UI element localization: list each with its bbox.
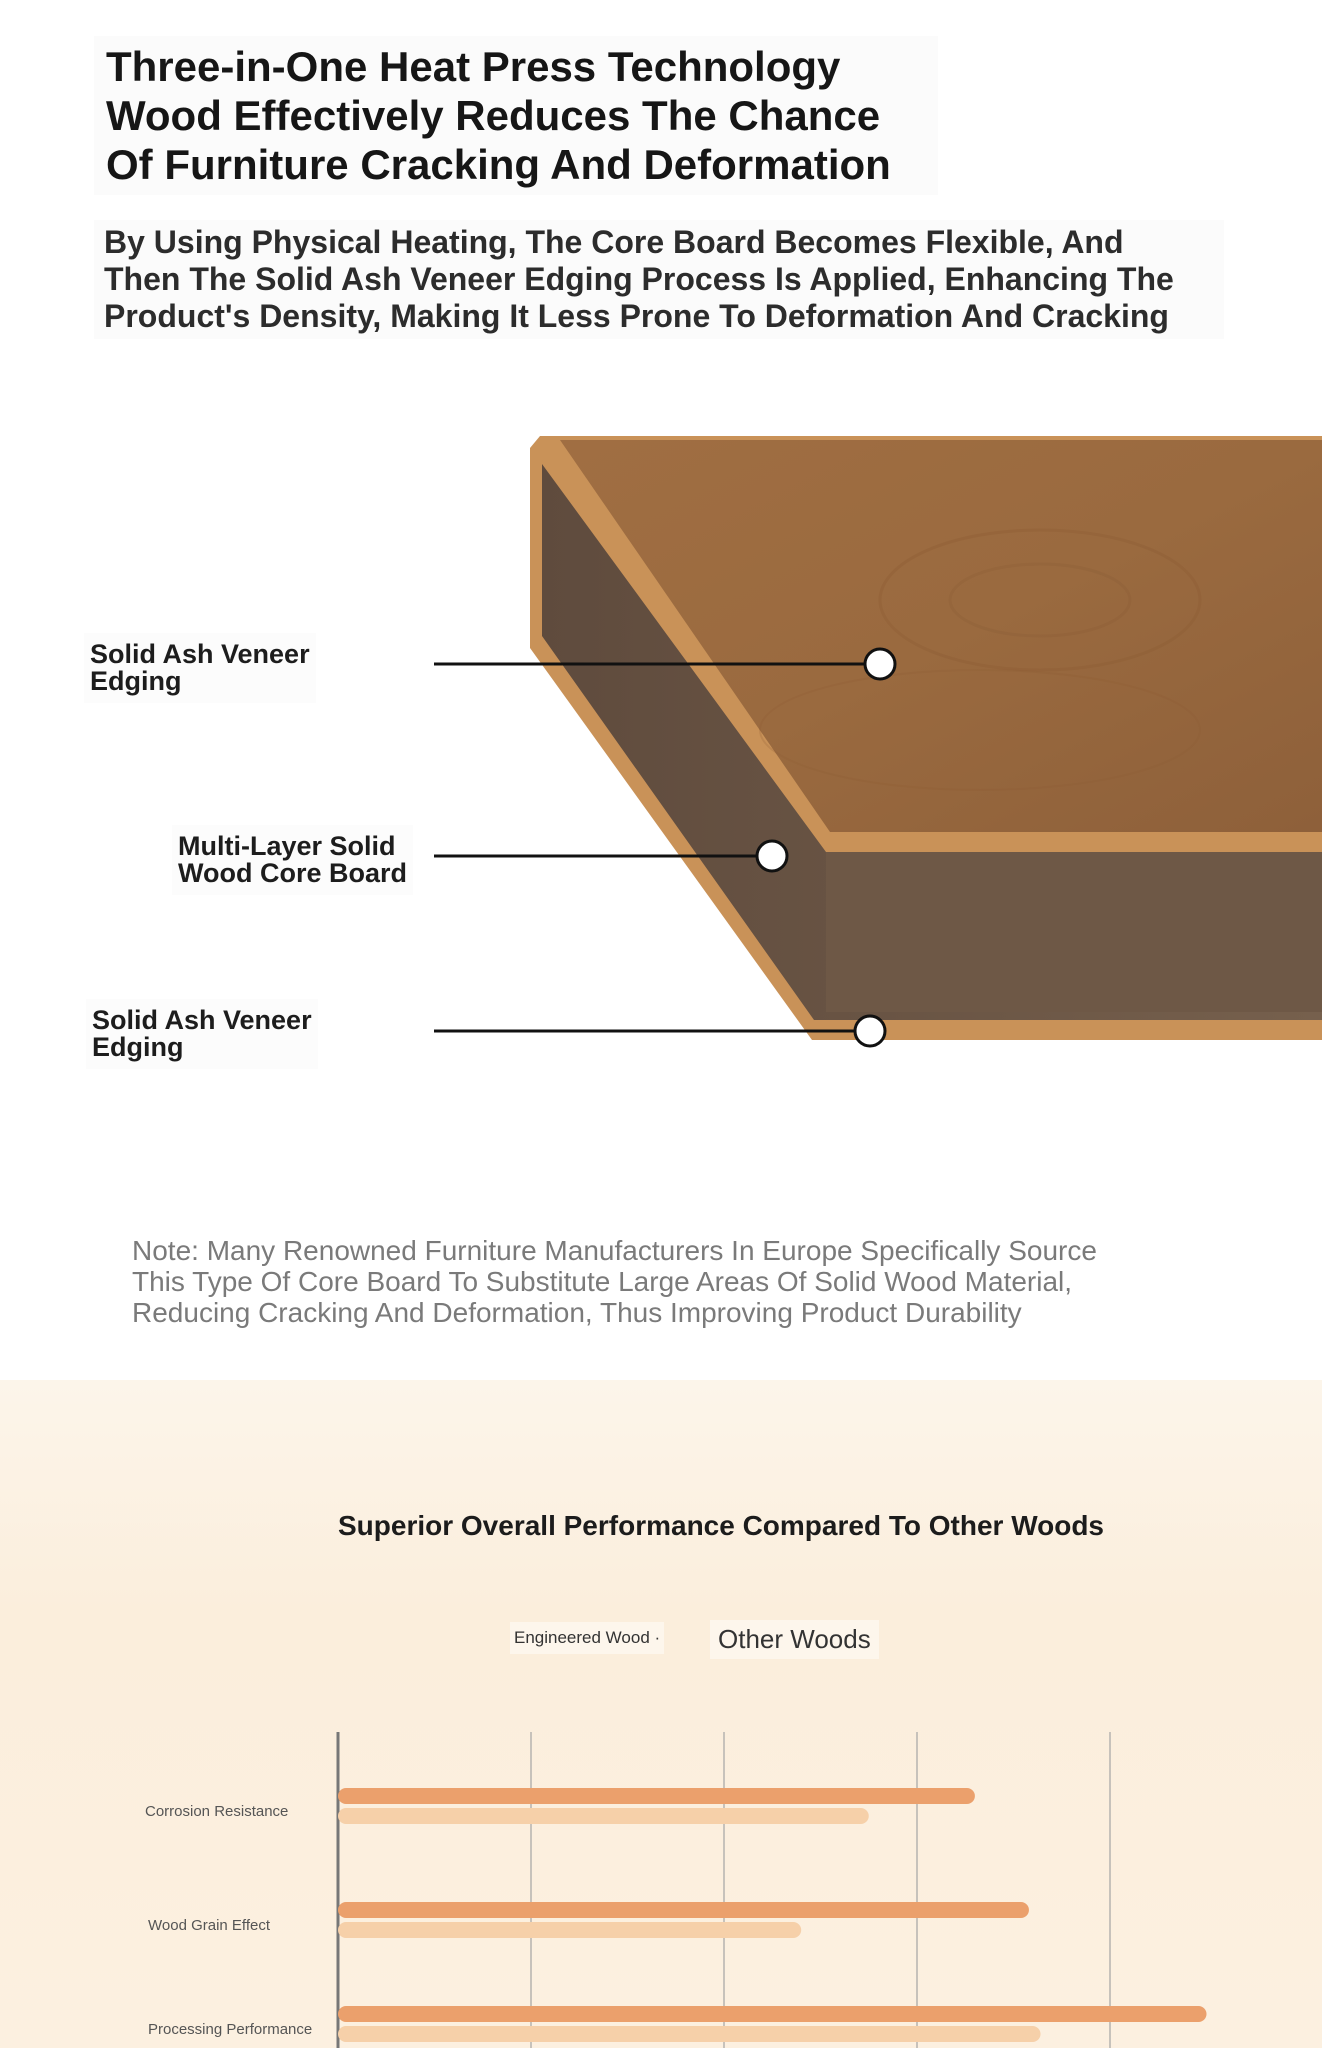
subheading (94, 220, 1224, 339)
chart-category-label: Processing Performance (148, 2021, 313, 2038)
chart-category-label: Wood Grain Effect (148, 1917, 271, 1934)
callout-label-bottom-veneer (86, 999, 318, 1069)
board-cross-section-diagram (0, 400, 1322, 1100)
performance-bar-chart (0, 1380, 1322, 2048)
callout-line-text: Edging (92, 1032, 184, 1062)
chart-category-label: Corrosion Resistance (145, 1803, 289, 1820)
chart-bar-other-woods (338, 1808, 869, 1824)
callout-line-text: Multi-Layer Solid (178, 831, 396, 861)
subheading-line: By Using Physical Heating, The Core Board Becomes Flexible, And (104, 224, 1124, 260)
performance-comparison-section (0, 1380, 1322, 2048)
chart-bar-engineered-wood (338, 2006, 1207, 2022)
callout-line-text: Solid Ash Veneer (92, 1005, 312, 1035)
chart-title: Superior Overall Performance Compared To Other Woods (337, 1510, 1105, 1541)
chart-bar-other-woods (338, 1922, 801, 1938)
board-core-front (826, 852, 1322, 1012)
note-text (132, 1235, 1212, 1328)
subheading-line: Product's Density, Making It Less Prone To Deformation And Cracking (104, 298, 1169, 334)
chart-bar-engineered-wood (338, 1788, 975, 1804)
headline-line: Of Furniture Cracking And Deformation (106, 141, 891, 188)
callout-line-text: Wood Core Board (178, 858, 407, 888)
note-line: Reducing Cracking And Deformation, Thus Improving Product Durability (132, 1297, 1022, 1328)
callout-dot (865, 649, 895, 679)
callout-label-core-board (172, 825, 413, 895)
callout-dot (855, 1016, 885, 1046)
note-line: This Type Of Core Board To Substitute Large Areas Of Solid Wood Material, (132, 1266, 1073, 1297)
callout-label-top-veneer (84, 633, 316, 703)
callout-line-text: Solid Ash Veneer (90, 639, 310, 669)
callout-dot (757, 841, 787, 871)
callout-line-text: Edging (90, 666, 182, 696)
headline (94, 36, 938, 195)
headline-line: Three-in-One Heat Press Technology (106, 43, 841, 90)
note-line: Note: Many Renowned Furniture Manufacturers In Europe Specifically Source (132, 1235, 1097, 1266)
legend-other-woods: Other Woods (710, 1620, 879, 1659)
headline-line: Wood Effectively Reduces The Chance (106, 92, 881, 139)
chart-bar-other-woods (338, 2026, 1041, 2042)
legend-engineered-wood: Engineered Wood · (510, 1622, 664, 1654)
subheading-line: Then The Solid Ash Veneer Edging Process Is Applied, Enhancing The (104, 261, 1174, 297)
chart-bar-engineered-wood (338, 1902, 1029, 1918)
